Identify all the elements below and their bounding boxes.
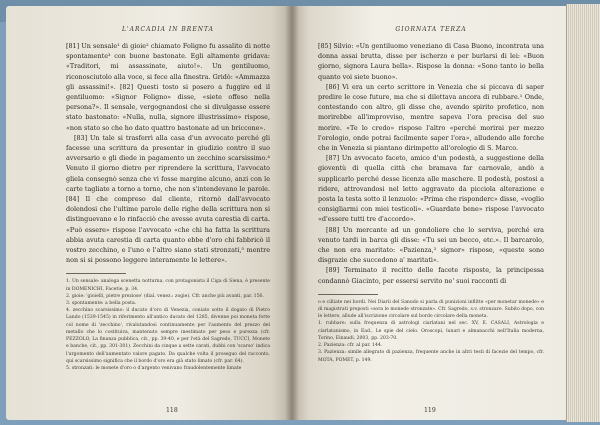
- footnote: 1. rubbare: sulla frequenza di astrologi ciarlatani nel sec. XV, E. CASALI, Astrologia e ciarlatanismo, in Ead., Le spie del cielo. Oroscopi, lunari e almanacchi nell'Italia moderna, Torino, Einaudi, 2003, pp. 203-70.: [318, 321, 544, 341]
- book-gutter: [285, 6, 299, 420]
- footnote: o e cilliate nei bordi. Nei Diarii del Sanudo si parla di punizioni inflitte «per monetar monede» e di magistrati preposti «sora le monede stronzate». Cfr. Sagredo, s.v. stronzare. Subito dopo, con le lettere, allude all'iscrizione circolare sul bordo circolare della moneta.: [318, 299, 544, 320]
- footnote: 3. spontamente: a bella posta.: [66, 301, 137, 307]
- footnote: 2. gioie: 'gioielli, pietre preziose' (dial. venez.: zogie). Cfr. anche più avanti, par. 156.: [66, 293, 264, 299]
- footnote: 2. Pazienza: cfr. al par. 144.: [318, 343, 383, 349]
- footnote: 4. zecchino scarsissimo: il ducato d'oro di Venezia, coniato sotto il dogato di Pietro Lando (1539-1545) in riferimento all'antico ducato del 1285, divenne poi moneta forte col nome di 'zecchino', rivalutandosi continuamente per l'aumento del prezzo del metallo che lo costituiva, mantenuto sempre inestimato per peso e purezza (cfr. PEZZOLO, La finanza pubblica, cit., pp. 39-40, e per l'età del Sagredo, TUCCI, Monete e banche, cit., pp. 301-301). Zecchini da cinque a sette carati, dubbi con 'scarso' indica l'argomento dell'aumentato valore pagato. Da qualche volta il proseguo del racconto, qui scarsissimo significa che il bordo d'oro era già stato limato (cfr. par. 64).: [66, 308, 270, 364]
- paragraph: [83] Un tale si trasferrì alla casa d'un avvocato perché gli facesse una scrittura da presentar in giudizio contro il suo avversario e gli diede in pagamento un zecchino scarsissimo.⁴ Venuto il giorno dietro per riprendere la scrittura, l'avvocato gliela consegnò senza che vi fosse margine alcuno, anzi con le carte tagliate a torno a torno, che non s'intendevano le parole. [84] Il che compreso dal cliente, ritornò dall'avvocato dolendosi che l'ultime parole delle righe della scrittura non si distinguevano e lo rinfacciò che avesse avuta carestia di carta. «Può essere» rispose l'avvocato «che chi ha fatta la scrittura abbia avuta carestia di carta quanto ebbe d'oro chi fabbricò il vostro zecchino, e l'uno e l'altro siano stati stronzati,⁵ mentre non si si possono leggere interamente le lettere».: [66, 133, 270, 265]
- right-footnotes: [318, 299, 544, 364]
- page-number-left: 118: [166, 407, 178, 414]
- page-edges: [566, 4, 600, 422]
- notes-divider: [66, 273, 126, 274]
- paragraph: [85] Silvio: «Un gentiluomo veneziano di Casa Buono, incontrata una donna assai brutta, disse per ischerzo e per burlarsi di lei: «Buon giorno, signora Laura bella». Rispose la donna: «Sono tanto io bella quanto voi siete buono».: [318, 42, 544, 81]
- footnote: 3. Pazienza: simile allegrato di pazienza, frequente anche in altri testi di facezie del tempo, cfr. MOTA, POMET, p. 149.: [318, 350, 544, 363]
- left-footnotes: [66, 278, 270, 372]
- paragraph: [81] Un sensale¹ di gioie² chiamato Foligno fu assalito di notte spontamente³ con buone bastonate. Egli altamente gridava: «Traditori, mi assassinate, aiuto!». Un gentiluomo, riconosciutolo alla voce, si fece alla finestra. Gridò: «Ammazza gli assassini!». [82] Questi tosto si posero a fuggire ed il gentiluomo: «Signor Foligno» disse, «siete offeso nella persona?». Il sensale, vergognandosi che si divulgasse essere stato bastonato: «Nulla, nulla, signore illustrissimo» rispose, «non stato so che ho dato quattro bastonate ad un briccone».: [66, 42, 270, 132]
- running-head-left: L'ARCADIA IN BRENTA: [122, 26, 214, 33]
- paragraph: [89] Terminato il recitto delle facete risposte, la principessa condannò Giacinto, per essersi servito ne' suoi racconti di: [318, 266, 544, 285]
- footnote: 1. Un sensale: analoga scenetta notturna, con protagonista il Ciga di Siena, è presente in DOMENICHI, Facetie, p. 34.: [66, 279, 270, 292]
- paragraph: [87] Un avvocato faceto, amico d'un podestà, a suggestione della gioventù di quella città che bramava far carnovale, andò a supplicarlo perché desse licenza alle maschere. Il podestà, postosi a ridere, attrovandosi nel letto aggravato da picciola alterazione e posta la testa sotto il lenzuolo: «Prima che risponderc» disse, «voglio consigliarmi con miei testicoli». «Guardate bene» rispose l'avvocato «d'essere tutti tre d'accordo».: [318, 154, 544, 224]
- right-page: [292, 6, 570, 420]
- paragraph: [88] Un mercante ad un gondoliere che lo serviva, perché era venuto tardi in barca gli disse: «Tu sei un becco, etc.». Il barcarolo, che non era maritato: «Pazienza,² signor» rispose, «queste sono disgrazie che succedono a' maritati».: [318, 225, 544, 265]
- left-body-text: [66, 41, 270, 265]
- right-body-text: [318, 41, 544, 286]
- left-page: [6, 6, 292, 420]
- running-head-right: GIORNATA TERZA: [395, 26, 467, 33]
- paragraph: [86] Vi era un certo scrittore in Venezia che si piccava di saper predire le cose future, ma che si dilettava ancora di rubbare.¹ Onde, contestando con altro, gli disse che, avendo spirito profetico, non morirebbe all'improvviso, mentre sapeva l'ora precisa del suo morire. «Te lo credo» rispose l'altro «perché morirai per mezzo l'orologio, onde potrai facilmente saper l'ora», alludendo alle forche che in Venezia si piantano dirimpetto all'orologio di S. Marco.: [318, 82, 544, 153]
- notes-divider: [318, 294, 378, 295]
- page-number-right: 119: [424, 407, 436, 414]
- footnote: 5. stronzati: le monete d'oro o d'argento venivano fraudolentemente limate: [66, 365, 242, 371]
